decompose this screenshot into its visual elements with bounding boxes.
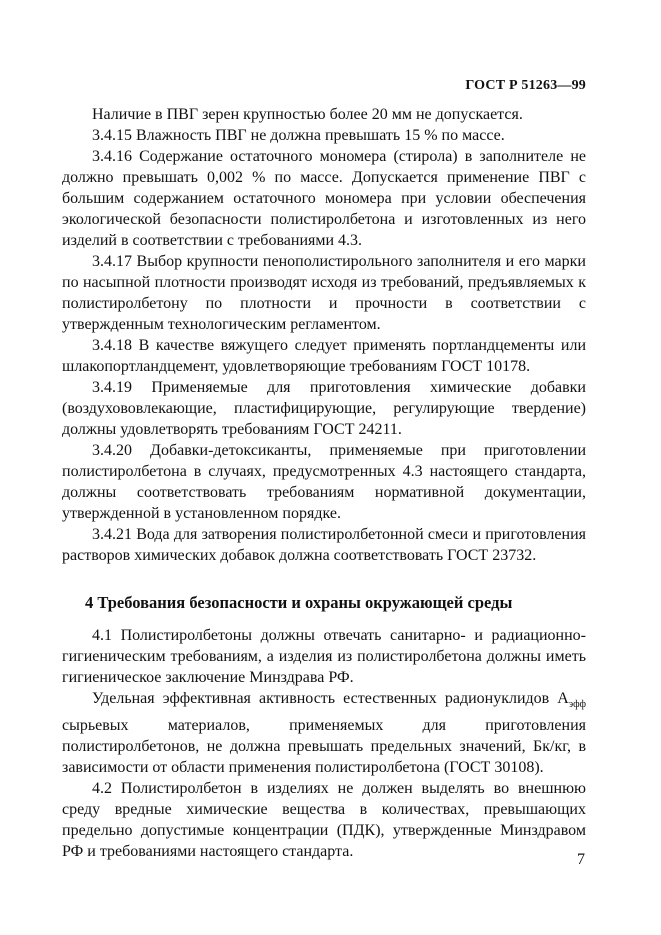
paragraph-radionuclide-activity [62, 688, 586, 778]
section-heading: 4 Требования безопасности и охраны окружающей среды [85, 593, 513, 612]
activity-text-start: Удельная эффективная активность естественных радионуклидов А [92, 690, 569, 707]
paragraph-3-4-16: 3.4.16 Содержание остаточного мономера (стирола) в заполнителе не должно превышать 0,002 % по массе. Допускается применение ПВГ с большим содержанием остаточного мономера при условии обеспечения экологической безопасности полистиролбетона и изготовленных из него изделий в соответствии с требованиями 4.3. [62, 148, 586, 249]
paragraph-3-4-15: 3.4.15 Влажность ПВГ не должна превышать 15 % по массе. [92, 127, 505, 144]
paragraph-grain-size: Наличие в ПВГ зерен крупностью более 20 мм не допускается. [92, 106, 523, 123]
paragraph-3-4-21: 3.4.21 Вода для затворения полистиролбетонной смеси и приготовления растворов химических добавок должна соответствовать ГОСТ 23732. [62, 526, 586, 564]
page-number: 7 [577, 851, 585, 868]
activity-subscript: эфф [568, 699, 586, 711]
activity-text-end: сырьевых материалов, применяемых для приготовления полистиролбетонов, не должна превышать предельных значений, Бк/кг, в зависимости от области применения полистиролбетона (ГОСТ 30108). [62, 717, 586, 777]
document-code: ГОСТ Р 51263—99 [465, 78, 586, 93]
paragraph-3-4-20: 3.4.20 Добавки-детоксиканты, применяемые при приготовлении полистиролбетона в случаях, предусмотренных 4.3 настоящего стандарта, должны соответствовать требованиям нормативной документации, утвержденной в установленном порядке. [62, 442, 586, 522]
paragraph-3-4-17: 3.4.17 Выбор крупности пенополистирольного заполнителя и его марки по насыпной плотности производят исходя из требований, предъявляемых к полистиролбетону по плотности и прочности в соответствии с утвержденным технологическим регламентом. [62, 253, 586, 333]
paragraph-3-4-19: 3.4.19 Применяемые для приготовления химические добавки (воздухововлекающие, пластифицирующие, регулирующие твердение) должны удовлетворять требованиям ГОСТ 24211. [62, 379, 586, 438]
paragraph-3-4-18: 3.4.18 В качестве вяжущего следует применять портландцементы или шлакопортландцемент, удовлетворяющие требованиям ГОСТ 10178. [62, 337, 586, 375]
paragraph-4-1: 4.1 Полистиролбетоны должны отвечать санитарно- и радиационно-гигиеническим требованиям, а изделия из полистиролбетона должны иметь гигиеническое заключение Минздрава РФ. [62, 627, 586, 686]
document-body [62, 104, 586, 862]
paragraph-4-2: 4.2 Полистиролбетон в изделиях не должен выделять во внешнюю среду вредные химические вещества в количествах, превышающих предельно допустимые концентрации (ПДК), утвержденные Минздравом РФ и требованиями настоящего стандарта. [62, 780, 586, 861]
